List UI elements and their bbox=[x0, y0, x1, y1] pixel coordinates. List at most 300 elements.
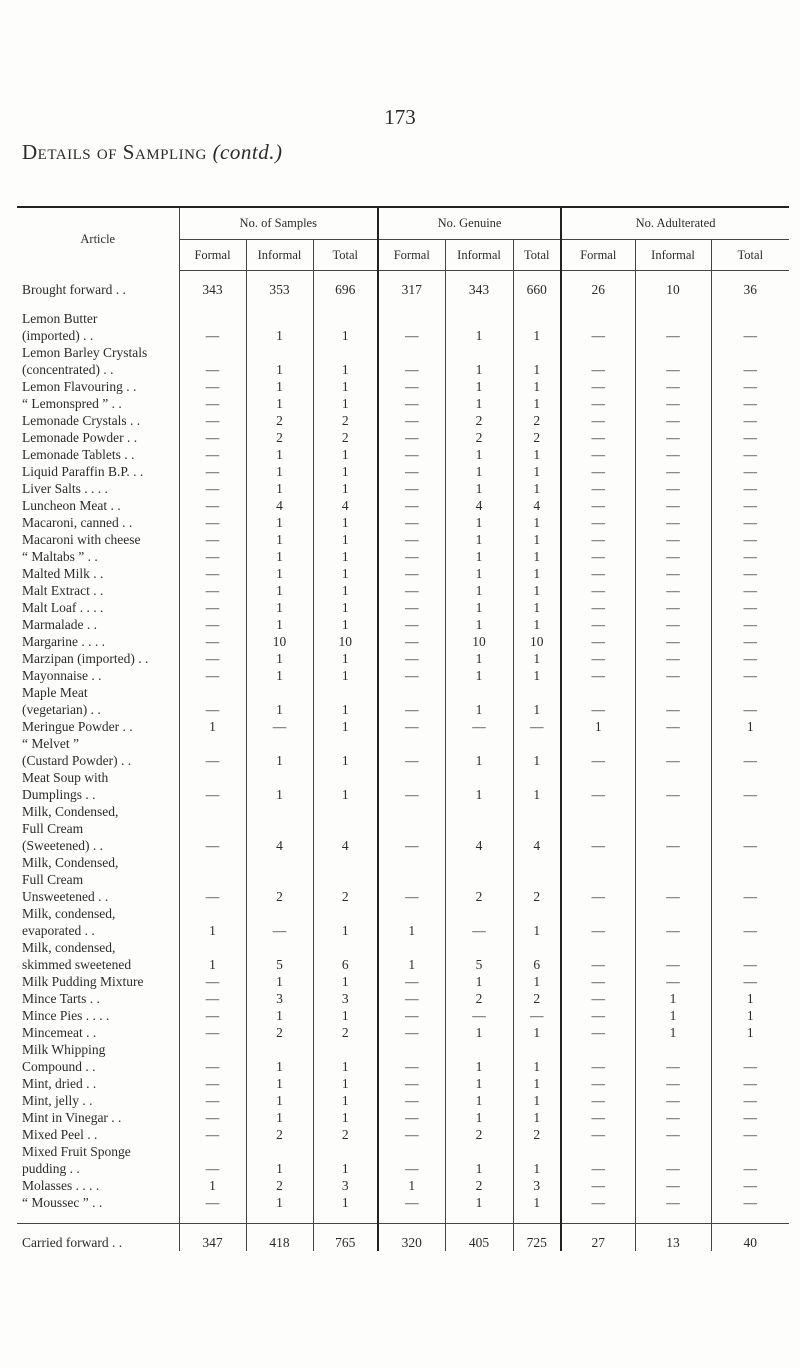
table-cell: 1 bbox=[313, 463, 378, 480]
header-no-of-samples: No. of Samples bbox=[179, 207, 378, 240]
table-cell: — bbox=[378, 480, 445, 497]
table-cell: — bbox=[711, 548, 789, 565]
table-cell: 1 bbox=[445, 616, 513, 633]
table-cell: 765 bbox=[313, 1224, 378, 1252]
table-cell: — bbox=[179, 633, 246, 650]
header-informal: Informal bbox=[246, 240, 313, 271]
table-cell: — bbox=[711, 344, 789, 378]
table-body bbox=[17, 271, 789, 1224]
table-cell: 4 bbox=[246, 803, 313, 854]
table-row bbox=[17, 1126, 789, 1143]
table-cell: 353 bbox=[246, 271, 313, 299]
table-cell: — bbox=[179, 1143, 246, 1177]
table-cell: 2 bbox=[513, 1126, 561, 1143]
table-cell: — bbox=[561, 378, 635, 395]
table-cell: — bbox=[378, 616, 445, 633]
table-cell: 1 bbox=[445, 378, 513, 395]
table-cell: — bbox=[378, 990, 445, 1007]
table-cell: — bbox=[635, 769, 711, 803]
table-row bbox=[17, 1177, 789, 1194]
table-cell: — bbox=[711, 446, 789, 463]
article-name bbox=[17, 1143, 179, 1177]
table-cell: — bbox=[445, 718, 513, 735]
table-cell: — bbox=[711, 378, 789, 395]
table-cell: 1 bbox=[313, 310, 378, 344]
article-name bbox=[17, 633, 179, 650]
table-cell: — bbox=[635, 973, 711, 990]
table-cell: 1 bbox=[378, 939, 445, 973]
table-cell: — bbox=[561, 565, 635, 582]
table-cell: 1 bbox=[313, 735, 378, 769]
article-name bbox=[17, 497, 179, 514]
table-cell: — bbox=[711, 769, 789, 803]
header-formal: Formal bbox=[378, 240, 445, 271]
table-cell: — bbox=[378, 446, 445, 463]
table-cell: — bbox=[378, 1143, 445, 1177]
table-cell: — bbox=[711, 480, 789, 497]
table-cell: 2 bbox=[246, 429, 313, 446]
article-name-line: Liver Salts . . . . bbox=[22, 481, 108, 496]
table-cell: 1 bbox=[513, 310, 561, 344]
table-cell: 1 bbox=[246, 565, 313, 582]
table-cell: 1 bbox=[445, 1075, 513, 1092]
table-cell: — bbox=[179, 548, 246, 565]
article-name-line: Milk, Condensed, bbox=[22, 804, 119, 819]
table-cell: — bbox=[378, 684, 445, 718]
table-cell: 1 bbox=[246, 735, 313, 769]
table-cell: — bbox=[711, 582, 789, 599]
table-cell: 1 bbox=[513, 446, 561, 463]
title-text: Details of Sampling bbox=[22, 140, 207, 164]
table-cell: — bbox=[179, 684, 246, 718]
table-cell: — bbox=[378, 599, 445, 616]
table-cell: 2 bbox=[313, 1126, 378, 1143]
carried-forward-row bbox=[17, 1224, 789, 1252]
table-cell: 1 bbox=[445, 1092, 513, 1109]
table-row bbox=[17, 565, 789, 582]
article-name-line: Marmalade . . bbox=[22, 617, 97, 632]
table-cell: — bbox=[561, 1194, 635, 1211]
table-cell: 1 bbox=[246, 1194, 313, 1211]
article-name bbox=[17, 395, 179, 412]
table-cell: — bbox=[561, 650, 635, 667]
article-name bbox=[17, 463, 179, 480]
table-cell: — bbox=[561, 1177, 635, 1194]
table-cell: — bbox=[445, 1007, 513, 1024]
table-cell: — bbox=[711, 1177, 789, 1194]
table-cell: — bbox=[711, 412, 789, 429]
table-cell: — bbox=[635, 1075, 711, 1092]
table-cell: — bbox=[635, 939, 711, 973]
table-cell: — bbox=[711, 735, 789, 769]
table-cell: 1 bbox=[313, 565, 378, 582]
table-cell: 1 bbox=[313, 667, 378, 684]
article-name bbox=[17, 429, 179, 446]
table-cell: — bbox=[378, 497, 445, 514]
article-name-line: Milk Whipping bbox=[22, 1042, 106, 1057]
table-cell: 1 bbox=[513, 1143, 561, 1177]
table-cell: 1 bbox=[513, 616, 561, 633]
table-cell: 10 bbox=[445, 633, 513, 650]
table-cell: — bbox=[635, 514, 711, 531]
table-cell: — bbox=[378, 735, 445, 769]
article-name bbox=[17, 990, 179, 1007]
table-cell: 1 bbox=[513, 514, 561, 531]
brought-forward-row bbox=[17, 271, 789, 299]
table-cell: 1 bbox=[313, 344, 378, 378]
table-cell: — bbox=[561, 769, 635, 803]
table-cell: 1 bbox=[445, 973, 513, 990]
table-cell: 10 bbox=[313, 633, 378, 650]
table-cell: 1 bbox=[313, 480, 378, 497]
table-cell: 10 bbox=[635, 271, 711, 299]
article-name bbox=[17, 344, 179, 378]
table-cell: 1 bbox=[313, 1007, 378, 1024]
page-title bbox=[22, 140, 282, 165]
table-cell: 1 bbox=[313, 599, 378, 616]
table-cell: — bbox=[179, 582, 246, 599]
article-name-line: Mint, jelly . . bbox=[22, 1093, 93, 1108]
article-name-line: Lemon Flavouring . . bbox=[22, 379, 137, 394]
article-name bbox=[17, 446, 179, 463]
table-cell: 1 bbox=[246, 446, 313, 463]
article-name bbox=[17, 1126, 179, 1143]
table-cell: — bbox=[179, 803, 246, 854]
header-total: Total bbox=[513, 240, 561, 271]
table-cell: 1 bbox=[513, 565, 561, 582]
table-cell: — bbox=[635, 684, 711, 718]
article-name bbox=[17, 378, 179, 395]
table-row bbox=[17, 1075, 789, 1092]
article-name bbox=[17, 1041, 179, 1075]
table-cell: — bbox=[378, 854, 445, 905]
article-name bbox=[17, 1092, 179, 1109]
article-name-line: “ Lemonspred ” . . bbox=[22, 396, 122, 411]
table-cell: — bbox=[635, 1092, 711, 1109]
table-cell: — bbox=[561, 1143, 635, 1177]
table-cell: 1 bbox=[445, 446, 513, 463]
table-cell: 1 bbox=[313, 582, 378, 599]
header-formal: Formal bbox=[561, 240, 635, 271]
table-cell: 347 bbox=[179, 1224, 246, 1252]
table-cell: 1 bbox=[313, 1041, 378, 1075]
sampling-table bbox=[17, 206, 789, 1251]
table-cell: — bbox=[179, 735, 246, 769]
table-cell: 1 bbox=[246, 769, 313, 803]
article-name-line: Milk, condensed, bbox=[22, 906, 116, 921]
table-cell: 1 bbox=[246, 463, 313, 480]
table-cell: — bbox=[635, 650, 711, 667]
table-cell: 2 bbox=[513, 990, 561, 1007]
table-cell: — bbox=[635, 429, 711, 446]
article-name-line: Lemon Barley Crystals bbox=[22, 345, 148, 360]
article-name-line: Full Cream bbox=[22, 821, 84, 836]
table-cell: 317 bbox=[378, 271, 445, 299]
article-name-line: Dumplings . . bbox=[22, 787, 96, 802]
table-cell: 40 bbox=[711, 1224, 789, 1252]
table-cell: — bbox=[179, 514, 246, 531]
table-cell: — bbox=[561, 990, 635, 1007]
table-cell: 1 bbox=[246, 616, 313, 633]
table-cell: — bbox=[711, 463, 789, 480]
table-cell: — bbox=[445, 905, 513, 939]
table-cell: — bbox=[179, 667, 246, 684]
table-cell: — bbox=[378, 565, 445, 582]
table-cell: — bbox=[635, 1126, 711, 1143]
table-cell: — bbox=[711, 429, 789, 446]
table-cell: 320 bbox=[378, 1224, 445, 1252]
article-name bbox=[17, 1177, 179, 1194]
table-cell: 4 bbox=[313, 497, 378, 514]
table-cell: 2 bbox=[445, 854, 513, 905]
table-cell: 1 bbox=[179, 718, 246, 735]
table-cell: 1 bbox=[313, 1143, 378, 1177]
table-cell: 1 bbox=[635, 1024, 711, 1041]
table-cell: — bbox=[179, 378, 246, 395]
table-cell: 2 bbox=[313, 1024, 378, 1041]
table-cell: — bbox=[378, 1007, 445, 1024]
table-cell: — bbox=[179, 463, 246, 480]
table-cell: 1 bbox=[378, 905, 445, 939]
table-cell: 1 bbox=[445, 1109, 513, 1126]
table-cell: — bbox=[179, 990, 246, 1007]
article-name-line: Compound . . bbox=[22, 1059, 96, 1074]
table-cell: — bbox=[711, 1041, 789, 1075]
table-cell: — bbox=[378, 582, 445, 599]
table-cell: — bbox=[561, 344, 635, 378]
table-cell: 1 bbox=[445, 480, 513, 497]
article-name bbox=[17, 854, 179, 905]
table-cell: 1 bbox=[445, 565, 513, 582]
table-cell: — bbox=[561, 497, 635, 514]
table-cell: — bbox=[513, 718, 561, 735]
header-no-genuine: No. Genuine bbox=[378, 207, 561, 240]
article-name bbox=[17, 1075, 179, 1092]
table-cell: 1 bbox=[179, 905, 246, 939]
article-name-line: Milk, Condensed, bbox=[22, 855, 119, 870]
article-name bbox=[17, 667, 179, 684]
table-cell: — bbox=[179, 310, 246, 344]
article-name-line: Mincemeat . . bbox=[22, 1025, 97, 1040]
table-row bbox=[17, 769, 789, 803]
table-cell: 2 bbox=[246, 854, 313, 905]
table-cell: 1 bbox=[445, 1041, 513, 1075]
article-name-line: “ Maltabs ” . . bbox=[22, 549, 98, 564]
table-cell: — bbox=[246, 905, 313, 939]
article-name bbox=[17, 548, 179, 565]
header-formal: Formal bbox=[179, 240, 246, 271]
table-cell: 1 bbox=[445, 463, 513, 480]
table-cell: 2 bbox=[513, 854, 561, 905]
table-row bbox=[17, 667, 789, 684]
table-cell: 1 bbox=[246, 480, 313, 497]
article-name bbox=[17, 973, 179, 990]
table-cell: — bbox=[179, 395, 246, 412]
table-cell: 1 bbox=[445, 344, 513, 378]
table-cell: 1 bbox=[179, 1177, 246, 1194]
table-cell: 1 bbox=[313, 1075, 378, 1092]
article-name-line: Unsweetened . . bbox=[22, 889, 109, 904]
table-cell: — bbox=[561, 582, 635, 599]
table-cell: 1 bbox=[313, 514, 378, 531]
title-suffix: (contd.) bbox=[212, 140, 283, 164]
table-cell: — bbox=[378, 548, 445, 565]
table-cell: — bbox=[561, 803, 635, 854]
article-name-line: Mint, dried . . bbox=[22, 1076, 97, 1091]
table-cell: 1 bbox=[246, 395, 313, 412]
table-cell: — bbox=[561, 310, 635, 344]
table-cell: 725 bbox=[513, 1224, 561, 1252]
table-cell: 1 bbox=[513, 667, 561, 684]
table-cell: — bbox=[378, 412, 445, 429]
table-row bbox=[17, 905, 789, 939]
table-cell: — bbox=[378, 1041, 445, 1075]
table-cell: — bbox=[711, 650, 789, 667]
table-cell: 1 bbox=[445, 769, 513, 803]
article-name bbox=[17, 1194, 179, 1211]
table-cell: 4 bbox=[513, 497, 561, 514]
table-cell: 1 bbox=[313, 531, 378, 548]
article-name-line: Margarine . . . . bbox=[22, 634, 105, 649]
table-cell: — bbox=[561, 429, 635, 446]
page-number: 173 bbox=[384, 105, 416, 129]
table-cell: — bbox=[635, 548, 711, 565]
article-name-line: Mixed Peel . . bbox=[22, 1127, 98, 1142]
table-cell: — bbox=[635, 531, 711, 548]
table-cell: 1 bbox=[513, 1092, 561, 1109]
table-cell: 1 bbox=[246, 310, 313, 344]
table-cell: — bbox=[378, 667, 445, 684]
header-informal: Informal bbox=[635, 240, 711, 271]
table-cell: — bbox=[561, 1092, 635, 1109]
table-cell: 2 bbox=[445, 990, 513, 1007]
table-cell: — bbox=[635, 1109, 711, 1126]
article-name bbox=[17, 480, 179, 497]
table-cell: 1 bbox=[246, 1092, 313, 1109]
article-name bbox=[17, 769, 179, 803]
article-name bbox=[17, 939, 179, 973]
table-cell: 1 bbox=[246, 599, 313, 616]
table-cell: 1 bbox=[513, 1041, 561, 1075]
table-cell: 1 bbox=[313, 548, 378, 565]
table-cell: — bbox=[179, 344, 246, 378]
table-cell: — bbox=[378, 1109, 445, 1126]
table-row bbox=[17, 1194, 789, 1211]
table-cell: 1 bbox=[513, 769, 561, 803]
table-cell: 1 bbox=[179, 939, 246, 973]
table-cell: — bbox=[179, 412, 246, 429]
table-cell: 660 bbox=[513, 271, 561, 299]
article-name-line: Molasses . . . . bbox=[22, 1178, 100, 1193]
table-cell: — bbox=[711, 854, 789, 905]
table-cell: — bbox=[378, 650, 445, 667]
brought-forward-label: Brought forward . . bbox=[22, 281, 126, 297]
table-cell: — bbox=[561, 1007, 635, 1024]
table-cell: — bbox=[635, 905, 711, 939]
table-cell: — bbox=[179, 973, 246, 990]
table-cell: — bbox=[179, 480, 246, 497]
table-cell: — bbox=[561, 905, 635, 939]
table-cell: 27 bbox=[561, 1224, 635, 1252]
table-cell: 1 bbox=[246, 973, 313, 990]
table-row bbox=[17, 1143, 789, 1177]
table-cell: — bbox=[378, 803, 445, 854]
table-cell: 1 bbox=[313, 395, 378, 412]
table-cell: — bbox=[246, 718, 313, 735]
table-cell: 1 bbox=[246, 582, 313, 599]
table-cell: — bbox=[635, 497, 711, 514]
article-name bbox=[17, 905, 179, 939]
table-cell: — bbox=[561, 973, 635, 990]
table-cell: — bbox=[635, 616, 711, 633]
article-name-line: Malt Loaf . . . . bbox=[22, 600, 104, 615]
table-cell: 1 bbox=[313, 905, 378, 939]
table-cell: — bbox=[378, 429, 445, 446]
table-cell: 1 bbox=[313, 769, 378, 803]
table-cell: — bbox=[635, 310, 711, 344]
table-cell: — bbox=[711, 497, 789, 514]
article-name bbox=[17, 616, 179, 633]
table-cell: 1 bbox=[445, 735, 513, 769]
table-cell: — bbox=[378, 344, 445, 378]
table-cell: — bbox=[378, 395, 445, 412]
article-name-line: “ Melvet ” bbox=[22, 736, 79, 751]
table-cell: — bbox=[635, 446, 711, 463]
table-cell: — bbox=[561, 735, 635, 769]
table-cell: 418 bbox=[246, 1224, 313, 1252]
table-row bbox=[17, 480, 789, 497]
table-cell: — bbox=[635, 1041, 711, 1075]
table-cell: 4 bbox=[445, 497, 513, 514]
table-cell: — bbox=[179, 616, 246, 633]
table-cell: — bbox=[711, 939, 789, 973]
table-row bbox=[17, 803, 789, 854]
table-cell: — bbox=[561, 395, 635, 412]
table-cell: 1 bbox=[445, 514, 513, 531]
table-cell: — bbox=[378, 973, 445, 990]
table-row bbox=[17, 599, 789, 616]
table-cell: — bbox=[179, 565, 246, 582]
table-row bbox=[17, 344, 789, 378]
table-cell: — bbox=[378, 1194, 445, 1211]
table-cell: — bbox=[561, 684, 635, 718]
article-name-line: (concentrated) . . bbox=[22, 362, 114, 377]
article-name-line: Malt Extract . . bbox=[22, 583, 104, 598]
table-cell: 1 bbox=[711, 1024, 789, 1041]
table-cell: 343 bbox=[179, 271, 246, 299]
table-row bbox=[17, 633, 789, 650]
table-cell: — bbox=[711, 1109, 789, 1126]
article-name-line: Lemonade Crystals . . bbox=[22, 413, 141, 428]
article-name-line: Luncheon Meat . . bbox=[22, 498, 121, 513]
table-row bbox=[17, 1041, 789, 1075]
table-cell: 1 bbox=[513, 735, 561, 769]
table-cell: — bbox=[513, 1007, 561, 1024]
table-cell: — bbox=[179, 531, 246, 548]
table-row bbox=[17, 463, 789, 480]
article-name-line: pudding . . bbox=[22, 1161, 80, 1176]
table-cell: 6 bbox=[313, 939, 378, 973]
table-cell: 1 bbox=[513, 599, 561, 616]
table-cell: — bbox=[635, 378, 711, 395]
table-cell: — bbox=[561, 633, 635, 650]
table-cell: — bbox=[179, 1075, 246, 1092]
table-cell: — bbox=[378, 531, 445, 548]
table-cell: 1 bbox=[246, 378, 313, 395]
table-cell: — bbox=[711, 1194, 789, 1211]
table-cell: — bbox=[179, 1041, 246, 1075]
table-cell: 4 bbox=[246, 497, 313, 514]
